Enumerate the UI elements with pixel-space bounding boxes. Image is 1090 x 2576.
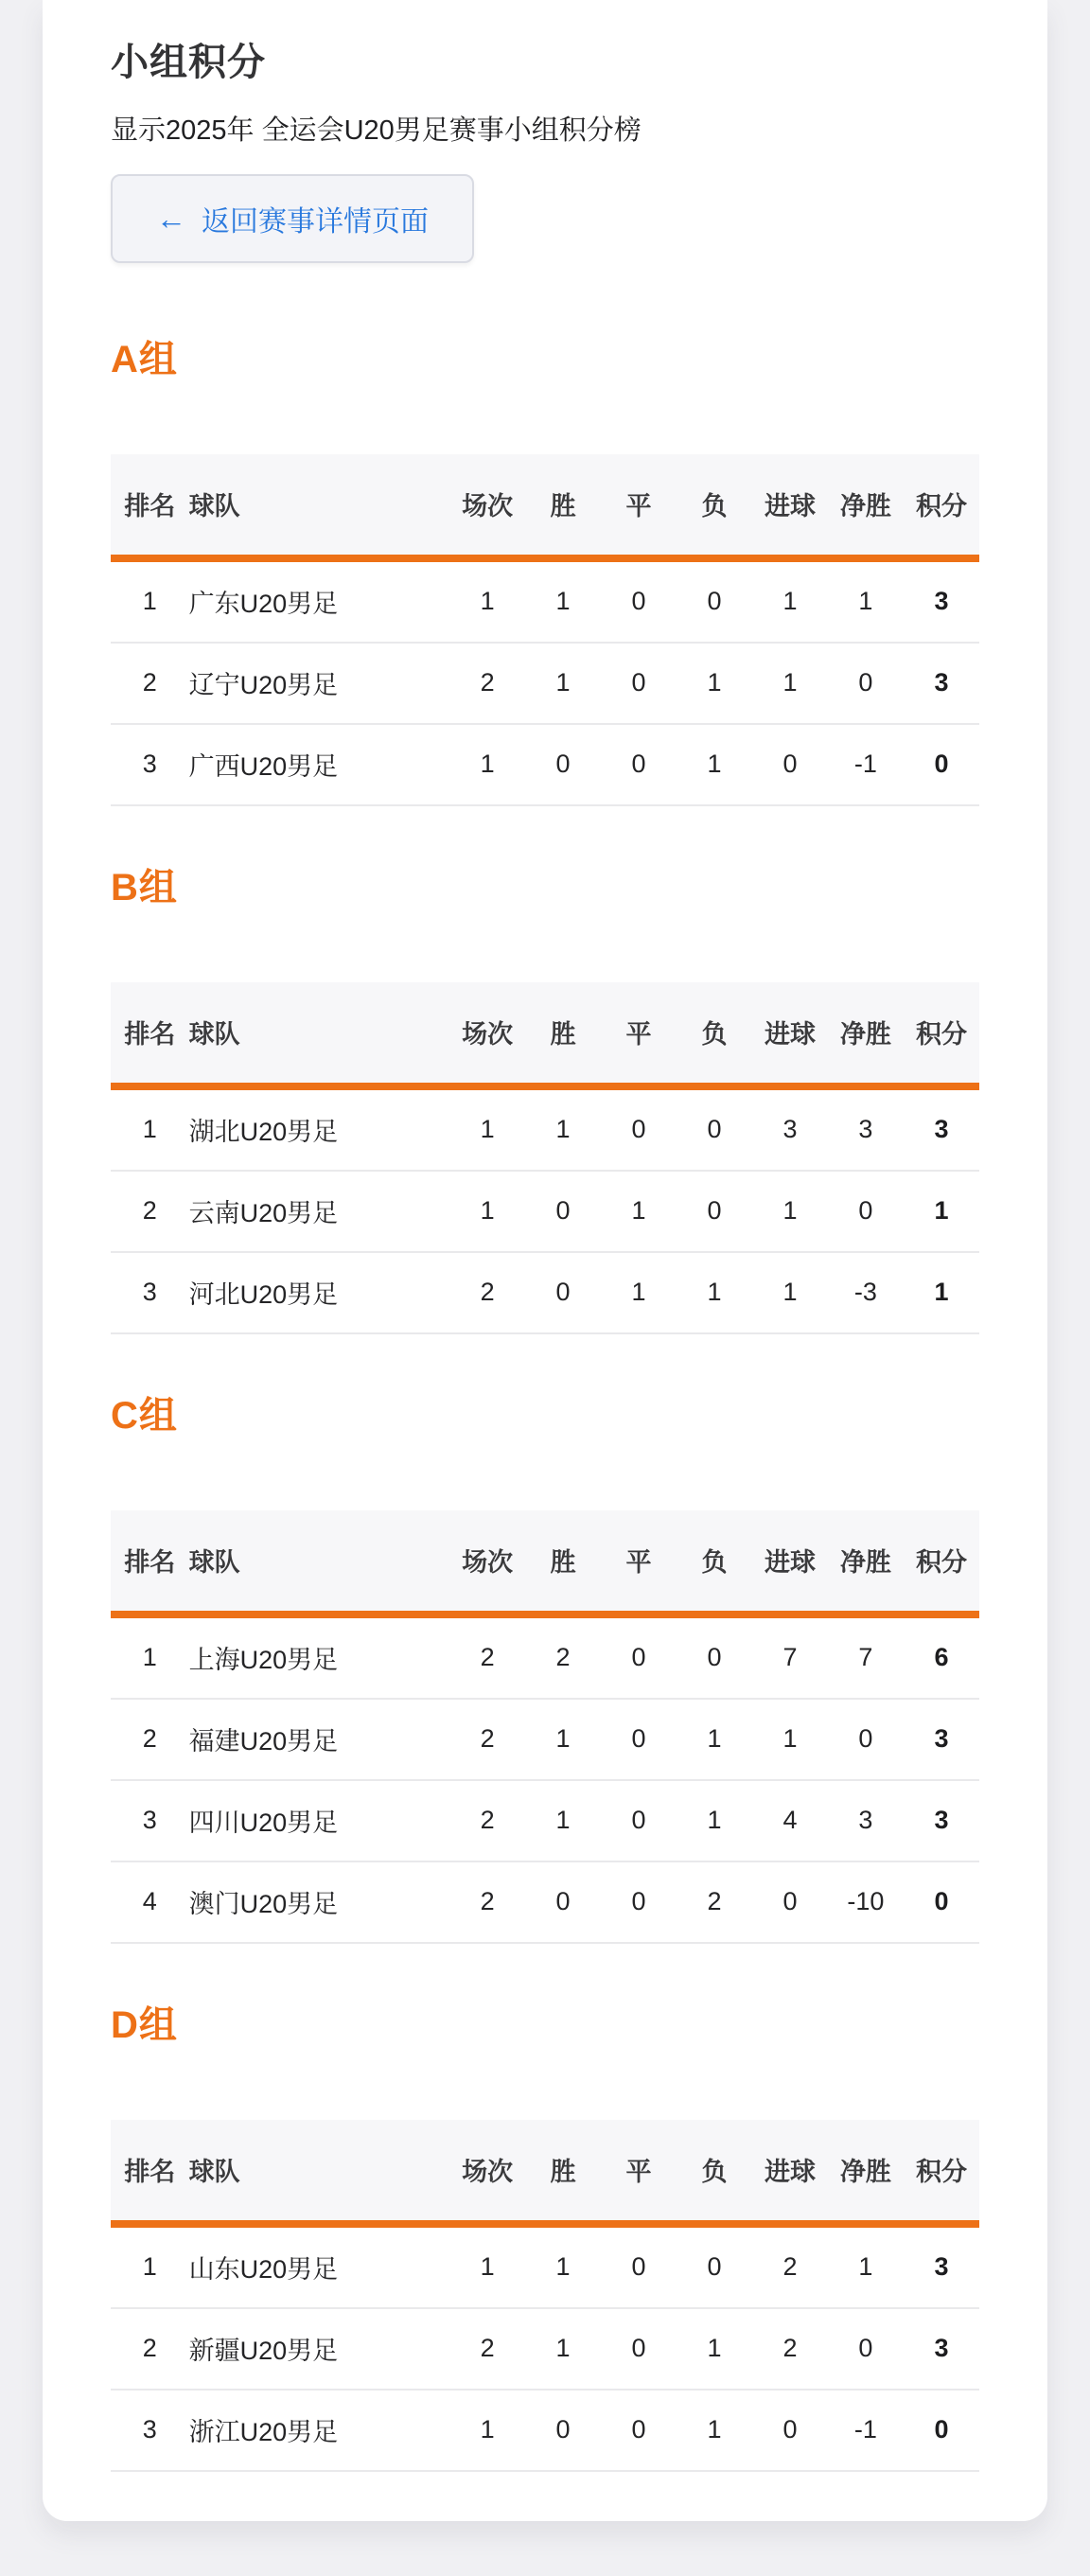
cell-points: 6: [904, 1614, 979, 1699]
column-header-rank: 排名: [111, 982, 189, 1086]
cell-team: 河北U20男足: [189, 1252, 449, 1333]
table-row: [111, 1780, 979, 1861]
cell-rank: 3: [111, 2390, 189, 2471]
cell-points: 0: [904, 724, 979, 805]
cell-won: 1: [525, 1699, 601, 1780]
cell-goal-diff: -1: [828, 2390, 904, 2471]
cell-goals-for: 1: [752, 643, 828, 724]
cell-won: 1: [525, 2308, 601, 2390]
cell-team: 辽宁U20男足: [189, 643, 449, 724]
page-subtitle: 显示2025年 全运会U20男足赛事小组积分榜: [111, 115, 642, 146]
cell-team: 山东U20男足: [189, 2224, 449, 2308]
column-header-points: 积分: [904, 982, 979, 1086]
cell-team: 四川U20男足: [189, 1780, 449, 1861]
cell-won: 0: [525, 1861, 601, 1943]
left-arrow-icon: ←: [156, 202, 186, 237]
cell-goal-diff: -10: [828, 1861, 904, 1943]
group-title-b: B组: [111, 867, 178, 909]
cell-goals-for: 0: [752, 2390, 828, 2471]
standings-table: [111, 2120, 979, 2472]
cell-drawn: 0: [601, 558, 677, 643]
table-header-row: [111, 454, 979, 558]
cell-lost: 1: [677, 1252, 752, 1333]
cell-points: 1: [904, 1171, 979, 1252]
cell-won: 1: [525, 2224, 601, 2308]
cell-drawn: 0: [601, 724, 677, 805]
column-header-played: 场次: [449, 2120, 525, 2224]
cell-goal-diff: 7: [828, 1614, 904, 1699]
column-header-goals-for: 进球: [752, 982, 828, 1086]
cell-drawn: 0: [601, 1086, 677, 1171]
column-header-played: 场次: [449, 1510, 525, 1614]
cell-lost: 0: [677, 1086, 752, 1171]
cell-goal-diff: 1: [828, 558, 904, 643]
cell-team: 广西U20男足: [189, 724, 449, 805]
cell-drawn: 0: [601, 2224, 677, 2308]
table-row: [111, 1252, 979, 1333]
cell-rank: 2: [111, 1171, 189, 1252]
cell-played: 2: [449, 1252, 525, 1333]
cell-goals-for: 2: [752, 2308, 828, 2390]
column-header-team: 球队: [189, 1510, 449, 1614]
cell-lost: 2: [677, 1861, 752, 1943]
column-header-won: 胜: [525, 1510, 601, 1614]
column-header-drawn: 平: [601, 454, 677, 558]
cell-goal-diff: 1: [828, 2224, 904, 2308]
cell-goals-for: 1: [752, 1699, 828, 1780]
cell-team: 上海U20男足: [189, 1614, 449, 1699]
cell-goals-for: 0: [752, 724, 828, 805]
cell-points: 3: [904, 1086, 979, 1171]
column-header-lost: 负: [677, 982, 752, 1086]
cell-goals-for: 1: [752, 558, 828, 643]
column-header-team: 球队: [189, 454, 449, 558]
cell-goal-diff: 0: [828, 1171, 904, 1252]
cell-team: 福建U20男足: [189, 1699, 449, 1780]
cell-goals-for: 1: [752, 1252, 828, 1333]
cell-rank: 3: [111, 724, 189, 805]
cell-points: 1: [904, 1252, 979, 1333]
cell-rank: 1: [111, 2224, 189, 2308]
cell-drawn: 0: [601, 1861, 677, 1943]
column-header-drawn: 平: [601, 1510, 677, 1614]
cell-goals-for: 1: [752, 1171, 828, 1252]
cell-played: 1: [449, 558, 525, 643]
cell-won: 1: [525, 1086, 601, 1171]
cell-lost: 1: [677, 2390, 752, 2471]
cell-goal-diff: 0: [828, 2308, 904, 2390]
cell-points: 0: [904, 2390, 979, 2471]
cell-lost: 1: [677, 1780, 752, 1861]
cell-points: 0: [904, 1861, 979, 1943]
group-title-d: D组: [111, 2004, 178, 2047]
column-header-goal-diff: 净胜: [828, 1510, 904, 1614]
cell-played: 1: [449, 724, 525, 805]
cell-points: 3: [904, 643, 979, 724]
group-title-a: A组: [111, 339, 178, 381]
column-header-goals-for: 进球: [752, 454, 828, 558]
table-row: [111, 558, 979, 643]
cell-team: 云南U20男足: [189, 1171, 449, 1252]
cell-played: 2: [449, 643, 525, 724]
cell-lost: 0: [677, 1171, 752, 1252]
cell-played: 1: [449, 1086, 525, 1171]
column-header-team: 球队: [189, 2120, 449, 2224]
page-title: 小组积分: [111, 42, 266, 83]
cell-played: 2: [449, 1861, 525, 1943]
cell-lost: 1: [677, 1699, 752, 1780]
content-card: [43, 0, 1047, 2521]
cell-rank: 2: [111, 643, 189, 724]
cell-played: 1: [449, 1171, 525, 1252]
cell-drawn: 0: [601, 643, 677, 724]
column-header-rank: 排名: [111, 2120, 189, 2224]
table-row: [111, 1861, 979, 1943]
cell-team: 广东U20男足: [189, 558, 449, 643]
cell-points: 3: [904, 1780, 979, 1861]
table-row: [111, 2224, 979, 2308]
standings-table: [111, 454, 979, 806]
cell-lost: 1: [677, 2308, 752, 2390]
cell-played: 2: [449, 2308, 525, 2390]
column-header-won: 胜: [525, 982, 601, 1086]
cell-team: 澳门U20男足: [189, 1861, 449, 1943]
cell-points: 3: [904, 558, 979, 643]
cell-rank: 1: [111, 1086, 189, 1171]
column-header-lost: 负: [677, 2120, 752, 2224]
cell-won: 0: [525, 724, 601, 805]
cell-rank: 4: [111, 1861, 189, 1943]
standings-table: [111, 982, 979, 1334]
cell-rank: 2: [111, 1699, 189, 1780]
cell-rank: 2: [111, 2308, 189, 2390]
cell-goal-diff: -3: [828, 1252, 904, 1333]
groups-container: [111, 337, 979, 2472]
cell-won: 0: [525, 1171, 601, 1252]
cell-goals-for: 7: [752, 1614, 828, 1699]
column-header-points: 积分: [904, 1510, 979, 1614]
table-row: [111, 1171, 979, 1252]
cell-won: 2: [525, 1614, 601, 1699]
back-button-label: 返回赛事详情页面: [202, 206, 429, 238]
table-row: [111, 1614, 979, 1699]
cell-lost: 1: [677, 724, 752, 805]
table-row: [111, 1086, 979, 1171]
cell-goals-for: 4: [752, 1780, 828, 1861]
table-row: [111, 2308, 979, 2390]
column-header-lost: 负: [677, 454, 752, 558]
cell-goal-diff: 3: [828, 1086, 904, 1171]
table-header-row: [111, 1510, 979, 1614]
cell-rank: 1: [111, 558, 189, 643]
cell-team: 湖北U20男足: [189, 1086, 449, 1171]
cell-team: 浙江U20男足: [189, 2390, 449, 2471]
cell-rank: 1: [111, 1614, 189, 1699]
cell-drawn: 0: [601, 1780, 677, 1861]
column-header-won: 胜: [525, 2120, 601, 2224]
cell-won: 1: [525, 643, 601, 724]
cell-drawn: 0: [601, 1699, 677, 1780]
column-header-played: 场次: [449, 454, 525, 558]
cell-won: 0: [525, 1252, 601, 1333]
cell-goals-for: 0: [752, 1861, 828, 1943]
cell-goals-for: 2: [752, 2224, 828, 2308]
column-header-drawn: 平: [601, 2120, 677, 2224]
cell-points: 3: [904, 2224, 979, 2308]
cell-drawn: 0: [601, 1614, 677, 1699]
table-row: [111, 1699, 979, 1780]
standings-table: [111, 1510, 979, 1944]
cell-goals-for: 3: [752, 1086, 828, 1171]
cell-points: 3: [904, 1699, 979, 1780]
cell-drawn: 1: [601, 1171, 677, 1252]
cell-played: 1: [449, 2224, 525, 2308]
cell-goal-diff: 0: [828, 1699, 904, 1780]
table-row: [111, 2390, 979, 2471]
back-button[interactable]: [111, 174, 474, 263]
column-header-goals-for: 进球: [752, 1510, 828, 1614]
cell-lost: 0: [677, 2224, 752, 2308]
group-section: [111, 865, 979, 1334]
cell-rank: 3: [111, 1780, 189, 1861]
table-header-row: [111, 2120, 979, 2224]
column-header-rank: 排名: [111, 454, 189, 558]
cell-goal-diff: -1: [828, 724, 904, 805]
column-header-played: 场次: [449, 982, 525, 1086]
cell-won: 1: [525, 1780, 601, 1861]
cell-goal-diff: 3: [828, 1780, 904, 1861]
column-header-goal-diff: 净胜: [828, 982, 904, 1086]
cell-won: 1: [525, 558, 601, 643]
cell-drawn: 0: [601, 2308, 677, 2390]
cell-goal-diff: 0: [828, 643, 904, 724]
table-row: [111, 643, 979, 724]
cell-lost: 0: [677, 1614, 752, 1699]
column-header-rank: 排名: [111, 1510, 189, 1614]
cell-points: 3: [904, 2308, 979, 2390]
column-header-won: 胜: [525, 454, 601, 558]
column-header-lost: 负: [677, 1510, 752, 1614]
group-title-c: C组: [111, 1395, 178, 1438]
group-section: [111, 337, 979, 806]
column-header-team: 球队: [189, 982, 449, 1086]
column-header-goal-diff: 净胜: [828, 454, 904, 558]
group-section: [111, 1393, 979, 1944]
column-header-drawn: 平: [601, 982, 677, 1086]
column-header-points: 积分: [904, 2120, 979, 2224]
cell-played: 1: [449, 2390, 525, 2471]
cell-team: 新疆U20男足: [189, 2308, 449, 2390]
column-header-goal-diff: 净胜: [828, 2120, 904, 2224]
column-header-goals-for: 进球: [752, 2120, 828, 2224]
cell-drawn: 0: [601, 2390, 677, 2471]
cell-lost: 0: [677, 558, 752, 643]
table-row: [111, 724, 979, 805]
column-header-points: 积分: [904, 454, 979, 558]
cell-played: 2: [449, 1614, 525, 1699]
cell-won: 0: [525, 2390, 601, 2471]
cell-lost: 1: [677, 643, 752, 724]
cell-played: 2: [449, 1780, 525, 1861]
table-header-row: [111, 982, 979, 1086]
cell-rank: 3: [111, 1252, 189, 1333]
cell-drawn: 1: [601, 1252, 677, 1333]
cell-played: 2: [449, 1699, 525, 1780]
